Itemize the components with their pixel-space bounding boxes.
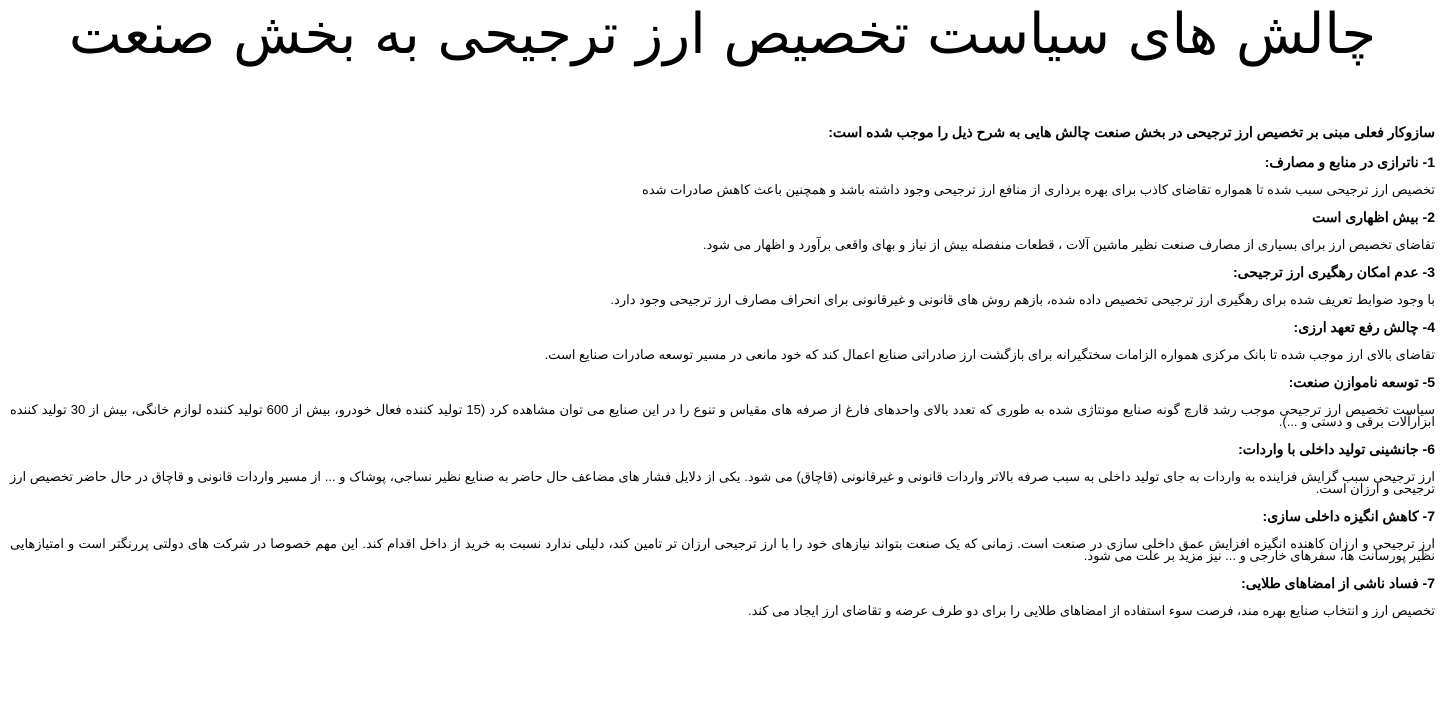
section-body: تخصیص ارز ترجیحی سبب شده تا همواره تقاضای کاذب برای بهره برداری از منافع ارز ترجیحی وجود داشته باشد و همچنین باعث کاهش صادرات شده [642, 182, 1435, 197]
section-8 [10, 574, 1435, 617]
section-heading: 7- کاهش انگیزه داخلی سازی: [1262, 508, 1435, 524]
section-heading: 4- چالش رفع تعهد ارزی: [1293, 319, 1435, 335]
section-body: تخصیص ارز و انتخاب صنایع بهره مند، فرصت سوء استفاده از امضاهای طلایی را برای دو طرف عرضه و تقاضای ارز ایجاد می کند. [747, 603, 1435, 618]
section-1 [10, 153, 1435, 196]
section-heading: 7- فساد ناشی از امضاهای طلایی: [1241, 575, 1435, 591]
section-2 [10, 208, 1435, 251]
section-6 [10, 440, 1435, 495]
section-body: ارز ترجیحی سبب گرایش فزاینده به واردات به جای تولید داخلی به سبب صرفه بالاتر واردات قانونی و غیرقانونی (قاچاق) می شود. یکی از دلایل فشار های مضاعف حال حاضر به صنایع نظیر نساجی، پوشاک و ... از مسیر واردات قانونی و قاچاق در حال حاضر تخصیص ارز ترجیحی و ارزان است. [10, 469, 1435, 496]
section-7 [10, 507, 1435, 562]
section-body: سیاست تخصیص ارز ترجیحی موجب رشد قارچ گونه صنایع مونتاژی شده به طوری که تعدد بالای واحدهای فارغ از صرفه های مقیاس و تنوع را در این صنایع می توان مشاهده کرد (15 تولید کننده فعال خودرو، بیش از 600 تولید کننده لوازم خانگی، بیش از 30 تولید کننده ابزارآلات برقی و دستی و ...). [10, 402, 1436, 429]
section-heading: 2- بیش اظهاری است [1312, 209, 1435, 225]
section-3 [10, 263, 1435, 306]
page-title: چالش های سیاست تخصیص ارز ترجیحی به بخش صنعت [68, 2, 1377, 67]
section-body: تقاضای بالای ارز موجب شده تا بانک مرکزی همواره الزامات سختگیرانه برای بازگشت ارز صادراتی صنایع اعمال کند که خود مانعی در مسیر توسعه صادرات صنایع است. [544, 347, 1435, 362]
section-body: تقاضای تخصیص ارز برای بسیاری از مصارف صنعت نظیر ماشین آلات ، قطعات منفصله بیش از نیاز و بهای واقعی برآورد و اظهار می شود. [702, 237, 1435, 252]
section-heading: 3- عدم امکان رهگیری ارز ترجیحی: [1232, 264, 1435, 280]
section-heading: 1- ناترازی در منابع و مصارف: [1264, 154, 1435, 170]
section-4 [10, 318, 1435, 361]
intro-paragraph: سازوکار فعلی مبنی بر تخصیص ارز ترجیحی در بخش صنعت چالش هایی به شرح ذیل را موجب شده است: [828, 124, 1435, 140]
section-heading: 5- توسعه ناموازن صنعت: [1288, 374, 1435, 390]
section-body: ارز ترجیحی و ارزان کاهنده انگیزه افزایش عمق داخلی سازی در صنعت است. زمانی که یک صنعت بتواند نیازهای خود را با ارز ترجیحی ارزان تر تامین کند، دلیلی ندارد نسبت به خرید از داخل اقدام کند. این مهم خصوصا در شرکت های دولتی پررنگتر است و امتیازهایی نظیر پورسانت ها، سفرهای خارجی و ... نیز مزید بر علت می شود. [10, 536, 1435, 563]
section-heading: 6- جانشینی تولید داخلی با واردات: [1238, 441, 1435, 457]
section-body: با وجود ضوابط تعریف شده برای رهگیری ارز ترجیحی تخصیص داده شده، بازهم روش های قانونی و غیرقانونی برای انحراف مصارف ارز ترجیحی وجود دارد. [610, 292, 1435, 307]
section-5 [10, 373, 1435, 428]
